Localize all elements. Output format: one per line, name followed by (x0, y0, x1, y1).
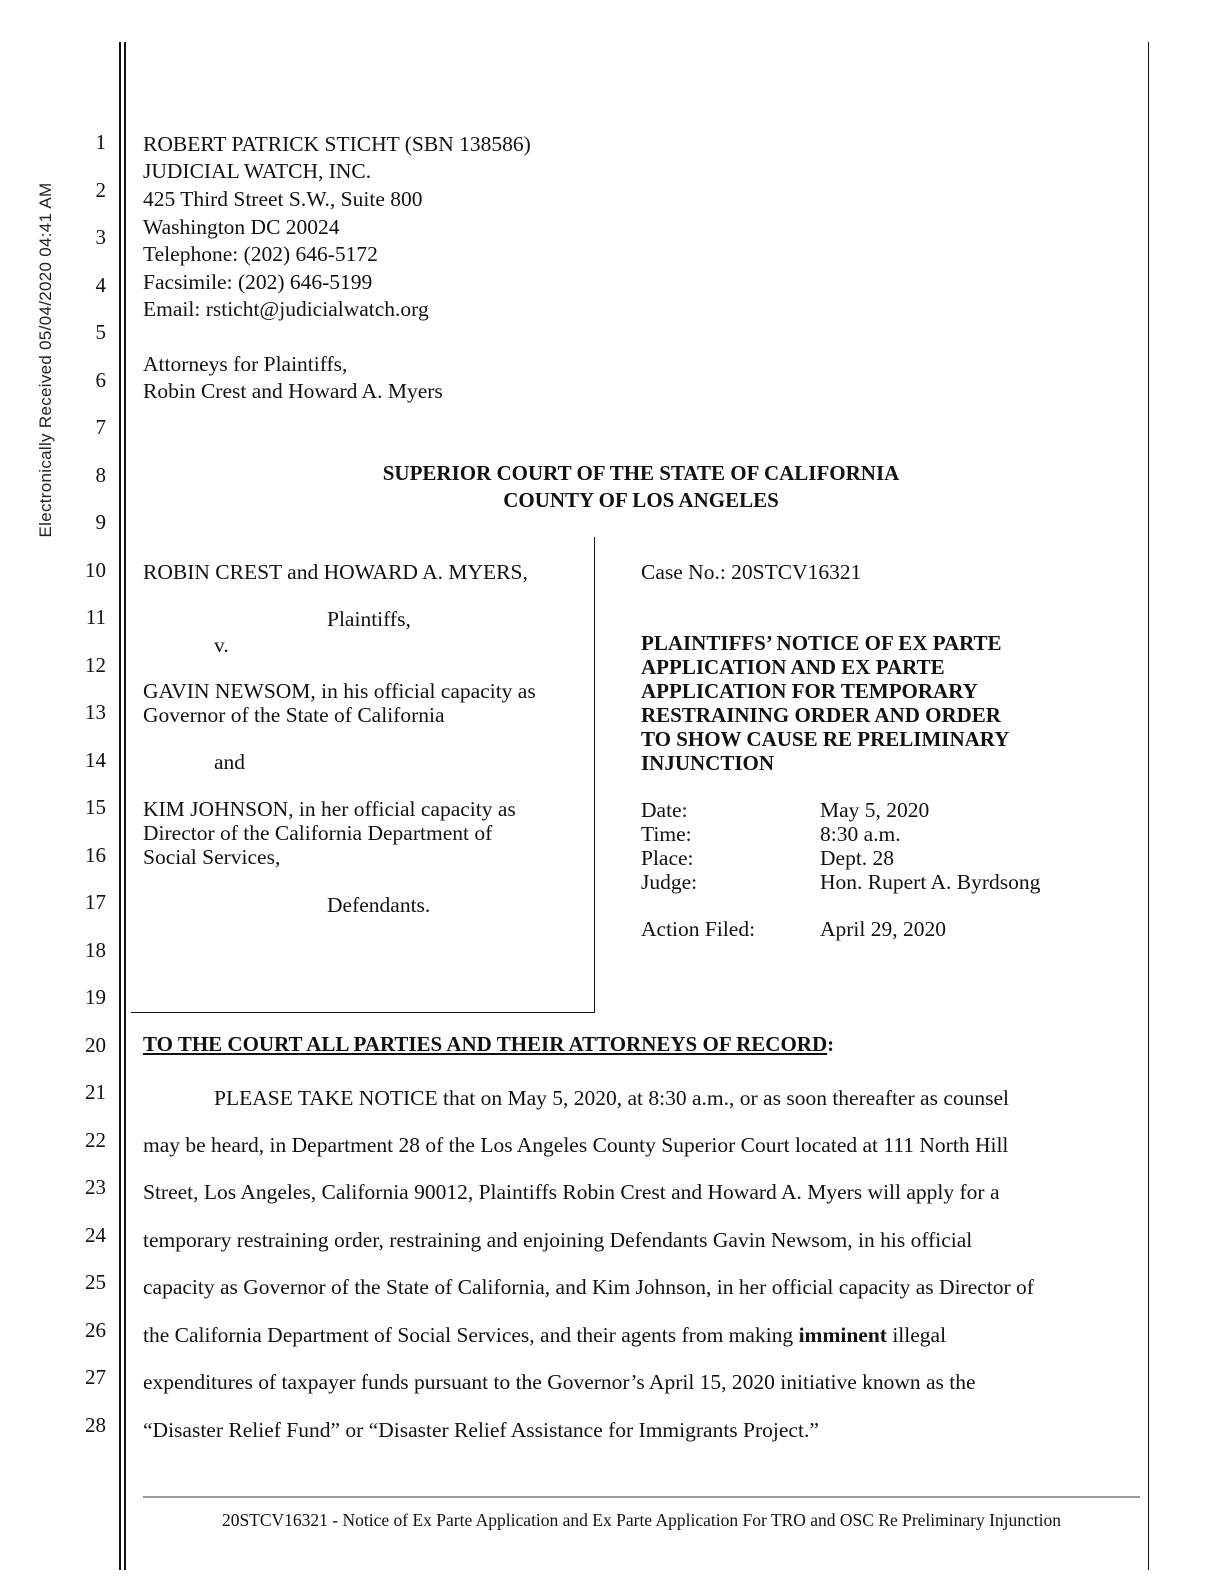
attorney-telephone: Telephone: (202) 646-5172 (143, 242, 378, 266)
line-number: 22 (85, 1127, 106, 1152)
line-number: 18 (85, 937, 106, 962)
line-number: 10 (85, 557, 106, 582)
line-number: 25 (85, 1270, 106, 1294)
attorney-city: Washington DC 20024 (143, 215, 340, 239)
document-title-line2: APPLICATION AND EX PARTE (641, 655, 945, 679)
defendant-1-line2: Governor of the State of California (143, 703, 445, 727)
attorneys-for-line1: Attorneys for Plaintiffs, (143, 352, 348, 376)
footer-text: 20STCV16321 - Notice of Ex Parte Application and Ex Parte Application For TRO and OSC Re Preliminary Injunction (221, 1510, 1062, 1530)
emphasis-imminent: imminent (798, 1323, 887, 1347)
court-name: SUPERIOR COURT OF THE STATE OF CALIFORNIA (382, 461, 900, 485)
body-line-2: may be heard, in Department 28 of the Los Angeles County Superior Court located at 111 North Hill (143, 1133, 1009, 1157)
line-number: 23 (85, 1175, 106, 1199)
right-margin-rule (1148, 42, 1149, 1570)
attorney-firm: JUDICIAL WATCH, INC. (143, 159, 372, 183)
defendant-1-line1: GAVIN NEWSOM, in his official capacity as (143, 679, 536, 703)
left-margin-rule-2 (124, 42, 126, 1570)
attorney-address: 425 Third Street S.W., Suite 800 (143, 187, 423, 211)
hearing-judge-value: Hon. Rupert A. Byrdsong (820, 870, 1041, 894)
and-text: and (214, 750, 246, 774)
attorney-name: ROBERT PATRICK STICHT (SBN 138586) (143, 132, 531, 156)
line-number: 7 (95, 415, 106, 439)
line-number: 24 (85, 1222, 106, 1247)
line-number: 3 (95, 225, 106, 249)
hearing-date-value: May 5, 2020 (820, 798, 930, 822)
body-line-5: capacity as Governor of the State of California, and Kim Johnson, in her official capacity as Director of (143, 1275, 1034, 1299)
line-number: 12 (85, 652, 106, 677)
hearing-judge-label: Judge: (641, 870, 698, 894)
defendant-2-line3: Social Services, (143, 845, 281, 869)
attorneys-for-line2: Robin Crest and Howard A. Myers (143, 379, 443, 403)
document-title-line5: TO SHOW CAUSE RE PRELIMINARY (641, 727, 1010, 751)
hearing-place-value: Dept. 28 (820, 846, 895, 870)
court-county: COUNTY OF LOS ANGELES (503, 488, 779, 512)
plaintiffs-names: ROBIN CREST and HOWARD A. MYERS, (143, 560, 528, 584)
body-line-6 (143, 1323, 946, 1348)
body-line-8: “Disaster Relief Fund” or “Disaster Relief Assistance for Immigrants Project.” (143, 1418, 819, 1442)
hearing-date-label: Date: (641, 798, 688, 822)
filing-stamp-text: Electronically Received 05/04/2020 04:41 AM (36, 182, 55, 538)
line-number: 9 (95, 510, 106, 534)
defendant-2-line1: KIM JOHNSON, in her official capacity as (143, 797, 516, 821)
notice-salutation (143, 1031, 834, 1058)
caption-divider (594, 537, 595, 1013)
document-title-line1: PLAINTIFFS’ NOTICE OF EX PARTE (641, 631, 1002, 655)
line-number: 26 (85, 1317, 106, 1342)
notice-salutation-text: TO THE COURT ALL PARTIES AND THEIR ATTORNEYS OF RECORD (143, 1032, 828, 1056)
document-title-line3: APPLICATION FOR TEMPORARY (641, 679, 978, 703)
line-number: 15 (85, 795, 106, 819)
line-number: 27 (85, 1365, 106, 1389)
line-number: 14 (85, 747, 106, 772)
line-number: 21 (85, 1080, 106, 1104)
document-title-line4: RESTRAINING ORDER AND ORDER (641, 703, 1001, 727)
body-line-7: expenditures of taxpayer funds pursuant to the Governor’s April 15, 2020 initiative known as the (143, 1370, 976, 1394)
line-number: 11 (85, 605, 106, 629)
defendant-2-line2: Director of the California Department of (143, 821, 493, 845)
body-line-6-end: illegal (886, 1323, 947, 1347)
defendants-label: Defendants. (327, 893, 431, 917)
line-number: 1 (95, 130, 106, 154)
action-filed-value: April 29, 2020 (820, 917, 947, 941)
body-line-4: temporary restraining order, restraining and enjoining Defendants Gavin Newsom, in his official (143, 1228, 973, 1252)
line-number: 17 (85, 890, 106, 914)
versus: v. (214, 633, 229, 657)
line-number: 28 (85, 1412, 106, 1437)
hearing-time-label: Time: (641, 822, 692, 846)
line-number: 19 (85, 985, 106, 1009)
body-line-3: Street, Los Angeles, California 90012, Plaintiffs Robin Crest and Howard A. Myers will apply for a (143, 1180, 1000, 1204)
case-number: Case No.: 20STCV16321 (641, 560, 862, 584)
line-number: 4 (95, 272, 106, 297)
line-number: 5 (95, 320, 106, 344)
document-title-line6: INJUNCTION (641, 751, 775, 775)
line-number: 6 (95, 367, 106, 392)
caption-bottom-rule (131, 1012, 595, 1013)
hearing-place-label: Place: (641, 846, 694, 870)
line-number: 16 (85, 842, 106, 867)
line-number: 8 (95, 462, 106, 487)
notice-salutation-colon: : (827, 1032, 835, 1056)
plaintiffs-label: Plaintiffs, (327, 607, 411, 631)
attorney-facsimile: Facsimile: (202) 646-5199 (143, 270, 373, 294)
body-line-1: PLEASE TAKE NOTICE that on May 5, 2020, at 8:30 a.m., or as soon thereafter as counsel (214, 1086, 1010, 1110)
body-line-6-start: the California Department of Social Services, and their agents from making (143, 1323, 799, 1347)
footer-rule (143, 1496, 1140, 1498)
left-margin-rule-1 (119, 42, 121, 1570)
attorney-email: Email: rsticht@judicialwatch.org (143, 297, 429, 321)
hearing-time-value: 8:30 a.m. (820, 822, 901, 846)
action-filed-label: Action Filed: (641, 917, 756, 941)
line-number: 20 (85, 1032, 106, 1057)
line-number: 2 (95, 177, 106, 202)
line-number: 13 (85, 700, 106, 724)
filing-stamp (28, 150, 64, 570)
